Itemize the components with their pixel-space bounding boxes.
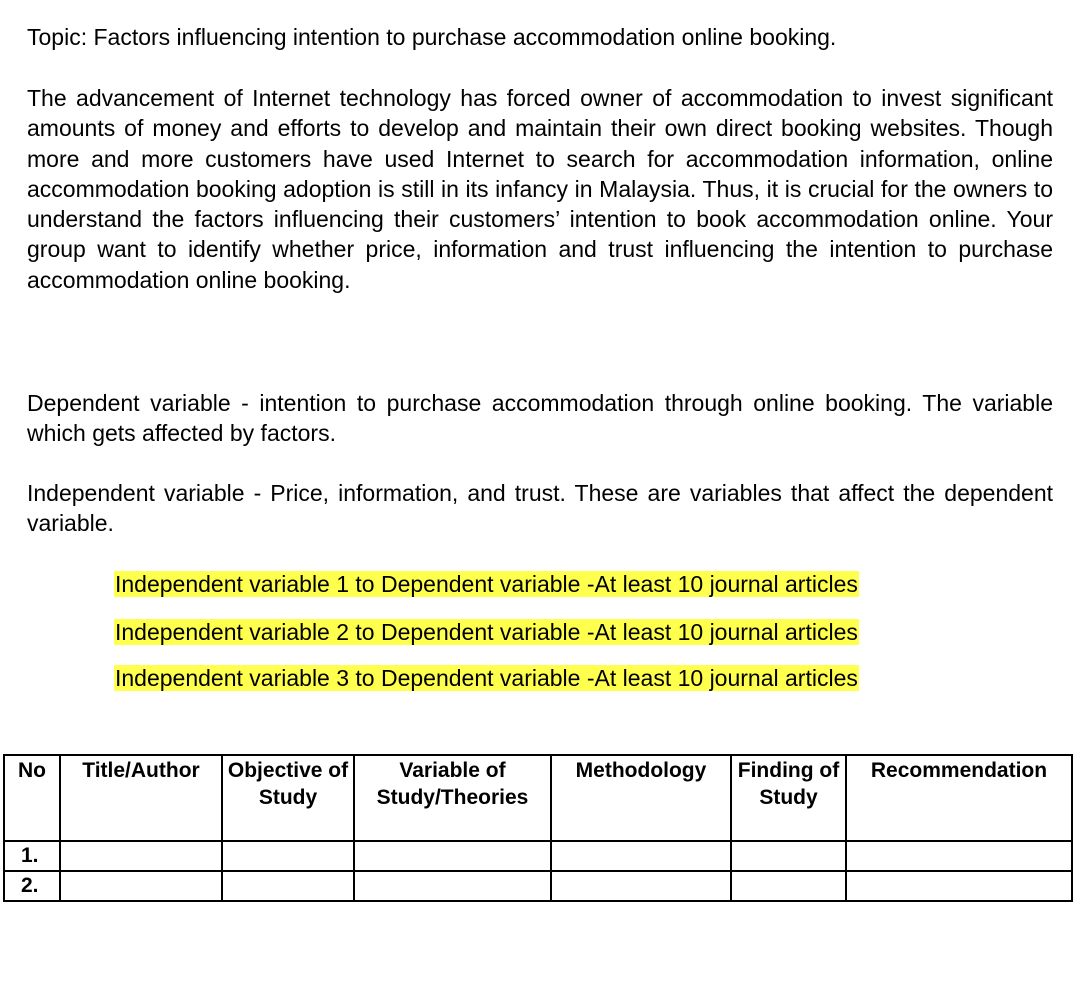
table-row bbox=[4, 841, 1072, 871]
independent-variable-paragraph: Independent variable - Price, information, and trust. These are variables that affect the dependent variable. bbox=[27, 480, 1053, 537]
header-finding: Finding of Study bbox=[731, 755, 846, 841]
table-cell[interactable] bbox=[731, 841, 846, 871]
highlight-text-2: Independent variable 2 to Dependent variable -At least 10 journal articles bbox=[115, 619, 858, 645]
table-cell[interactable] bbox=[551, 841, 731, 871]
row-number-cell: 1. bbox=[4, 841, 60, 871]
header-no: No bbox=[4, 755, 60, 841]
highlight-text-1: Independent variable 1 to Dependent variable -At least 10 journal articles bbox=[115, 571, 858, 597]
header-objective: Objective of Study bbox=[222, 755, 354, 841]
header-variable: Variable of Study/Theories bbox=[354, 755, 551, 841]
background-paragraph: The advancement of Internet technology has forced owner of accommodation to invest significant amounts of money and efforts to develop and maintain their own direct booking websites. Though more and more customers have used Internet to search for accommodation information, online accommodation booking adoption is still in its infancy in Malaysia. Thus, it is crucial for the owners to understand the factors influencing their customers’ intention to book accommodation online. Your group want to identify whether price, information and trust influencing the intention to purchase accommodation online booking. bbox=[27, 85, 1053, 293]
table-cell[interactable] bbox=[846, 841, 1072, 871]
table-cell[interactable] bbox=[354, 841, 551, 871]
table-cell[interactable] bbox=[222, 841, 354, 871]
topic-heading: Topic: Factors influencing intention to purchase accommodation online booking. bbox=[27, 24, 837, 50]
dependent-variable-paragraph: Dependent variable - intention to purchase accommodation through online booking. The variable which gets affected by factors. bbox=[27, 390, 1053, 447]
header-methodology: Methodology bbox=[551, 755, 731, 841]
header-recommendation: Recommendation bbox=[846, 755, 1072, 841]
table-cell[interactable] bbox=[60, 841, 222, 871]
header-title-author: Title/Author bbox=[60, 755, 222, 841]
highlight-text-3: Independent variable 3 to Dependent variable -At least 10 journal articles bbox=[115, 665, 858, 691]
table-cell[interactable] bbox=[354, 871, 551, 901]
highlight-line-2 bbox=[114, 618, 859, 646]
table-cell[interactable] bbox=[60, 871, 222, 901]
table-cell[interactable] bbox=[551, 871, 731, 901]
table-row bbox=[4, 871, 1072, 901]
highlight-line-1 bbox=[114, 570, 859, 598]
table-cell[interactable] bbox=[846, 871, 1072, 901]
literature-review-table bbox=[3, 754, 1073, 902]
highlight-line-3 bbox=[114, 664, 859, 692]
table-cell[interactable] bbox=[731, 871, 846, 901]
table-cell[interactable] bbox=[222, 871, 354, 901]
table-header-row bbox=[4, 755, 1072, 841]
row-number-cell: 2. bbox=[4, 871, 60, 901]
